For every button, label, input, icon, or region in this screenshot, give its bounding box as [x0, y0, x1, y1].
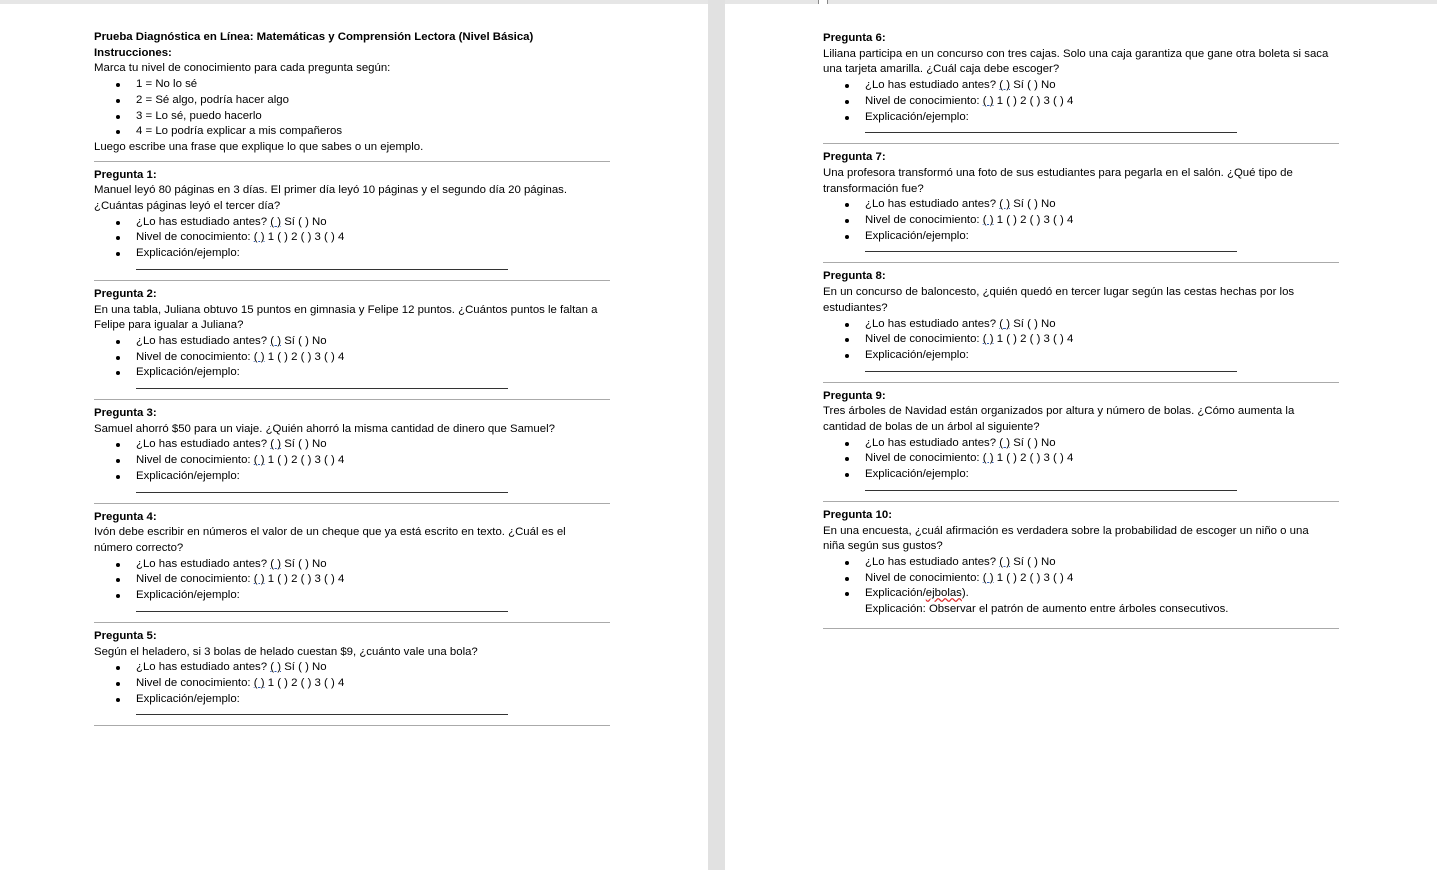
answer-line[interactable]: [136, 384, 508, 389]
question-5: [94, 629, 614, 727]
question-label: Pregunta 7:: [823, 151, 886, 164]
scale-item: 1 = No lo sé: [94, 77, 614, 93]
level-mark[interactable]: ( ): [982, 571, 994, 584]
level-item[interactable]: [94, 572, 614, 588]
level-options: 1 ( ) 2 ( ) 3 ( ) 4: [993, 333, 1074, 346]
level-mark[interactable]: ( ): [253, 350, 265, 363]
level-item[interactable]: [823, 213, 1343, 229]
studied-options: Sí ( ) No: [281, 438, 327, 451]
section-divider: [94, 161, 610, 162]
level-label: Nivel de conocimiento:: [136, 573, 254, 586]
studied-options: Sí ( ) No: [281, 334, 327, 347]
scale-item: 4 = Lo podría explicar a mis compañeros: [94, 124, 614, 140]
explanation-item: Explicación/ejemplo:: [823, 229, 1343, 245]
question-options: [823, 317, 1343, 364]
question-text-line: Tres árboles de Navidad están organizados por altura y número de bolas. ¿Cómo aumenta la: [823, 405, 1295, 418]
level-mark[interactable]: ( ): [982, 452, 994, 465]
studied-label: ¿Lo has estudiado antes?: [865, 198, 1000, 211]
instructions-label: Instrucciones:: [94, 46, 172, 59]
question-text-line: Ivón debe escribir en números el valor de un cheque que ya está escrito en texto. ¿Cuál es el: [94, 526, 566, 539]
explanation-item: Explicación/ejemplo:: [94, 365, 614, 381]
level-label: Nivel de conocimiento:: [136, 231, 254, 244]
studied-label: ¿Lo has estudiado antes?: [865, 436, 1000, 449]
question-9: [823, 389, 1343, 502]
studied-options: Sí ( ) No: [281, 661, 327, 674]
question-label: Pregunta 9:: [823, 389, 886, 402]
question-text-line: Manuel leyó 80 páginas en 3 días. El primer día leyó 10 páginas y el segundo día 20 páginas.: [94, 184, 568, 197]
studied-label: ¿Lo has estudiado antes?: [136, 557, 271, 570]
studied-mark[interactable]: ( ): [270, 334, 282, 347]
question-label: Pregunta 6:: [823, 32, 886, 44]
question-text-line: Según el heladero, si 3 bolas de helado cuestan $9, ¿cuánto vale una bola?: [94, 645, 478, 658]
level-options: 1 ( ) 2 ( ) 3 ( ) 4: [993, 452, 1074, 465]
explanation-item: Explicación/ejemplo:: [823, 467, 1343, 483]
studied-item[interactable]: [823, 197, 1343, 213]
studied-mark[interactable]: ( ): [270, 557, 282, 570]
instructions-text: Marca tu nivel de conocimiento para cada pregunta según:: [94, 62, 391, 75]
studied-item[interactable]: [823, 317, 1343, 333]
question-8: [823, 269, 1343, 382]
level-mark[interactable]: ( ): [982, 94, 994, 107]
document-page-left: [0, 4, 708, 870]
studied-label: ¿Lo has estudiado antes?: [136, 215, 271, 228]
studied-item[interactable]: [94, 660, 614, 676]
question-10: [823, 508, 1343, 629]
question-options: [823, 436, 1343, 483]
level-item[interactable]: [94, 230, 614, 246]
level-item[interactable]: [94, 676, 614, 692]
question-options: [823, 555, 1343, 602]
question-options: [823, 78, 1343, 125]
question-options: [94, 437, 614, 484]
level-item[interactable]: [823, 94, 1343, 110]
answer-line[interactable]: [136, 607, 508, 612]
studied-item[interactable]: [823, 78, 1343, 94]
level-label: Nivel de conocimiento:: [865, 333, 983, 346]
studied-label: ¿Lo has estudiado antes?: [136, 438, 271, 451]
studied-mark[interactable]: ( ): [270, 438, 282, 451]
question-text-line: Samuel ahorró $50 para un viaje. ¿Quién ahorró la misma cantidad de dinero que Samuel?: [94, 422, 555, 435]
studied-options: Sí ( ) No: [1010, 436, 1056, 449]
level-options: 1 ( ) 2 ( ) 3 ( ) 4: [264, 350, 345, 363]
question-text-line: Felipe para igualar a Juliana?: [94, 319, 244, 332]
question-text-line: Liliana participa en un concurso con tres cajas. Solo una caja garantiza que gane otra boleta si saca: [823, 47, 1329, 60]
level-label: Nivel de conocimiento:: [865, 571, 983, 584]
section-divider: [94, 503, 610, 504]
scale-item: 2 = Sé algo, podría hacer algo: [94, 93, 614, 109]
level-options: 1 ( ) 2 ( ) 3 ( ) 4: [264, 454, 345, 467]
question-text-line: número correcto?: [94, 541, 184, 554]
level-item[interactable]: [94, 350, 614, 366]
page-right-content: [823, 31, 1343, 635]
scale-list: [94, 77, 614, 140]
question-options: [94, 334, 614, 381]
question-options: [823, 197, 1343, 244]
section-divider: [94, 399, 610, 400]
level-options: 1 ( ) 2 ( ) 3 ( ) 4: [264, 676, 345, 689]
explanation-item: Explicación/ejemplo:: [94, 469, 614, 485]
explanation-item: Explicación/ejemplo:: [94, 588, 614, 604]
question-text-line: Una profesora transformó una foto de sus estudiantes para pegarla en el salón. ¿Qué tipo de: [823, 166, 1293, 179]
level-mark[interactable]: ( ): [253, 676, 265, 689]
level-mark[interactable]: ( ): [253, 231, 265, 244]
question-label: Pregunta 4:: [94, 510, 157, 523]
section-divider: [823, 143, 1339, 144]
answer-line[interactable]: [136, 488, 508, 493]
question-label: Pregunta 3:: [94, 407, 157, 420]
level-label: Nivel de conocimiento:: [136, 350, 254, 363]
studied-options: Sí ( ) No: [281, 215, 327, 228]
answer-line[interactable]: [865, 247, 1237, 252]
question-options: [94, 557, 614, 604]
scale-item: 3 = Lo sé, puedo hacerlo: [94, 109, 614, 125]
explanation-prefix: Explicación/: [865, 587, 926, 600]
level-label: Nivel de conocimiento:: [136, 676, 254, 689]
section-divider: [823, 628, 1339, 629]
answer-line[interactable]: [865, 367, 1237, 372]
instructions-closing: Luego escribe una frase que explique lo que sabes o un ejemplo.: [94, 140, 424, 153]
question-text-line: ¿Cuántas páginas leyó el tercer día?: [94, 200, 281, 213]
answer-line[interactable]: [865, 486, 1237, 491]
question-text-line: cantidad de bolas de un árbol al siguiente?: [823, 421, 1040, 434]
section-divider: [94, 280, 610, 281]
question-options: [94, 215, 614, 262]
studied-item[interactable]: [823, 436, 1343, 452]
level-options: 1 ( ) 2 ( ) 3 ( ) 4: [993, 94, 1074, 107]
explanation-item: Explicación/ejemplo:: [94, 692, 614, 708]
question-text-line: En una tabla, Juliana obtuvo 15 puntos en gimnasia y Felipe 12 puntos. ¿Cuántos puntos le faltan a: [94, 303, 598, 316]
question-7: [823, 150, 1343, 263]
section-divider: [823, 262, 1339, 263]
level-item[interactable]: [823, 451, 1343, 467]
studied-mark[interactable]: ( ): [999, 79, 1011, 92]
document-page-right: [725, 4, 1437, 870]
section-divider: [823, 501, 1339, 502]
level-label: Nivel de conocimiento:: [136, 454, 254, 467]
question-6: [823, 31, 1343, 144]
spellcheck-word[interactable]: ejbolas: [925, 587, 962, 600]
studied-options: Sí ( ) No: [281, 557, 327, 570]
studied-options: Sí ( ) No: [1010, 79, 1056, 92]
studied-options: Sí ( ) No: [1010, 198, 1056, 211]
question-label: Pregunta 1:: [94, 168, 157, 181]
question-text-line: En un concurso de baloncesto, ¿quién quedó en tercer lugar según las cestas hechas por los: [823, 286, 1295, 299]
answer-line[interactable]: [136, 710, 508, 715]
level-item[interactable]: [823, 571, 1343, 587]
studied-mark[interactable]: ( ): [999, 436, 1011, 449]
studied-item[interactable]: [94, 334, 614, 350]
question-text-line: En una encuesta, ¿cuál afirmación es verdadera sobre la probabilidad de escoger un niño o una: [823, 524, 1309, 537]
question-2: [94, 287, 614, 400]
level-label: Nivel de conocimiento:: [865, 94, 983, 107]
question-4: [94, 510, 614, 623]
question-text-line: estudiantes?: [823, 301, 888, 314]
answer-line[interactable]: [136, 265, 508, 270]
level-mark[interactable]: ( ): [253, 454, 265, 467]
level-item[interactable]: [94, 453, 614, 469]
question-label: Pregunta 8:: [823, 270, 886, 283]
level-label: Nivel de conocimiento:: [865, 214, 983, 227]
studied-mark[interactable]: ( ): [999, 198, 1011, 211]
explanation-item: [823, 586, 1343, 602]
question-label: Pregunta 5:: [94, 629, 157, 642]
question-text-line: una tarjeta amarilla. ¿Cuál caja debe escoger?: [823, 63, 1060, 76]
level-label: Nivel de conocimiento:: [865, 452, 983, 465]
explanation-text: Explicación: Observar el patrón de aumento entre árboles consecutivos.: [865, 603, 1229, 616]
studied-item[interactable]: [823, 555, 1343, 571]
question-3: [94, 406, 614, 504]
level-options: 1 ( ) 2 ( ) 3 ( ) 4: [264, 231, 345, 244]
question-text-line: niña según sus gustos?: [823, 540, 943, 553]
level-options: 1 ( ) 2 ( ) 3 ( ) 4: [264, 573, 345, 586]
question-label: Pregunta 10:: [823, 508, 892, 521]
studied-label: ¿Lo has estudiado antes?: [865, 79, 1000, 92]
explanation-suffix: ).: [961, 587, 969, 600]
studied-mark[interactable]: ( ): [270, 215, 282, 228]
studied-options: Sí ( ) No: [1010, 555, 1056, 568]
explanation-item: Explicación/ejemplo:: [823, 348, 1343, 364]
studied-label: ¿Lo has estudiado antes?: [865, 555, 1000, 568]
studied-mark[interactable]: ( ): [270, 661, 282, 674]
level-mark[interactable]: ( ): [253, 573, 265, 586]
studied-mark[interactable]: ( ): [999, 555, 1011, 568]
studied-options: Sí ( ) No: [1010, 317, 1056, 330]
explanation-item: Explicación/ejemplo:: [94, 246, 614, 262]
page-left-content: [94, 30, 614, 732]
studied-mark[interactable]: ( ): [999, 317, 1011, 330]
level-options: 1 ( ) 2 ( ) 3 ( ) 4: [993, 571, 1074, 584]
answer-line[interactable]: [865, 128, 1237, 133]
question-1: [94, 168, 614, 281]
studied-label: ¿Lo has estudiado antes?: [865, 317, 1000, 330]
level-item[interactable]: [823, 332, 1343, 348]
document-title: Prueba Diagnóstica en Línea: Matemáticas y Comprensión Lectora (Nivel Básica): [94, 31, 534, 43]
explanation-item: Explicación/ejemplo:: [823, 110, 1343, 126]
studied-item[interactable]: [94, 437, 614, 453]
page-gutter: [708, 0, 725, 870]
studied-label: ¿Lo has estudiado antes?: [136, 334, 271, 347]
question-options: [94, 660, 614, 707]
studied-label: ¿Lo has estudiado antes?: [136, 661, 271, 674]
level-mark[interactable]: ( ): [982, 333, 994, 346]
question-text-line: transformación fue?: [823, 182, 924, 195]
section-divider: [823, 382, 1339, 383]
studied-item[interactable]: [94, 215, 614, 231]
question-label: Pregunta 2:: [94, 287, 157, 300]
level-options: 1 ( ) 2 ( ) 3 ( ) 4: [993, 214, 1074, 227]
section-divider: [94, 622, 610, 623]
level-mark[interactable]: ( ): [982, 214, 994, 227]
section-divider: [94, 725, 610, 726]
studied-item[interactable]: [94, 557, 614, 573]
